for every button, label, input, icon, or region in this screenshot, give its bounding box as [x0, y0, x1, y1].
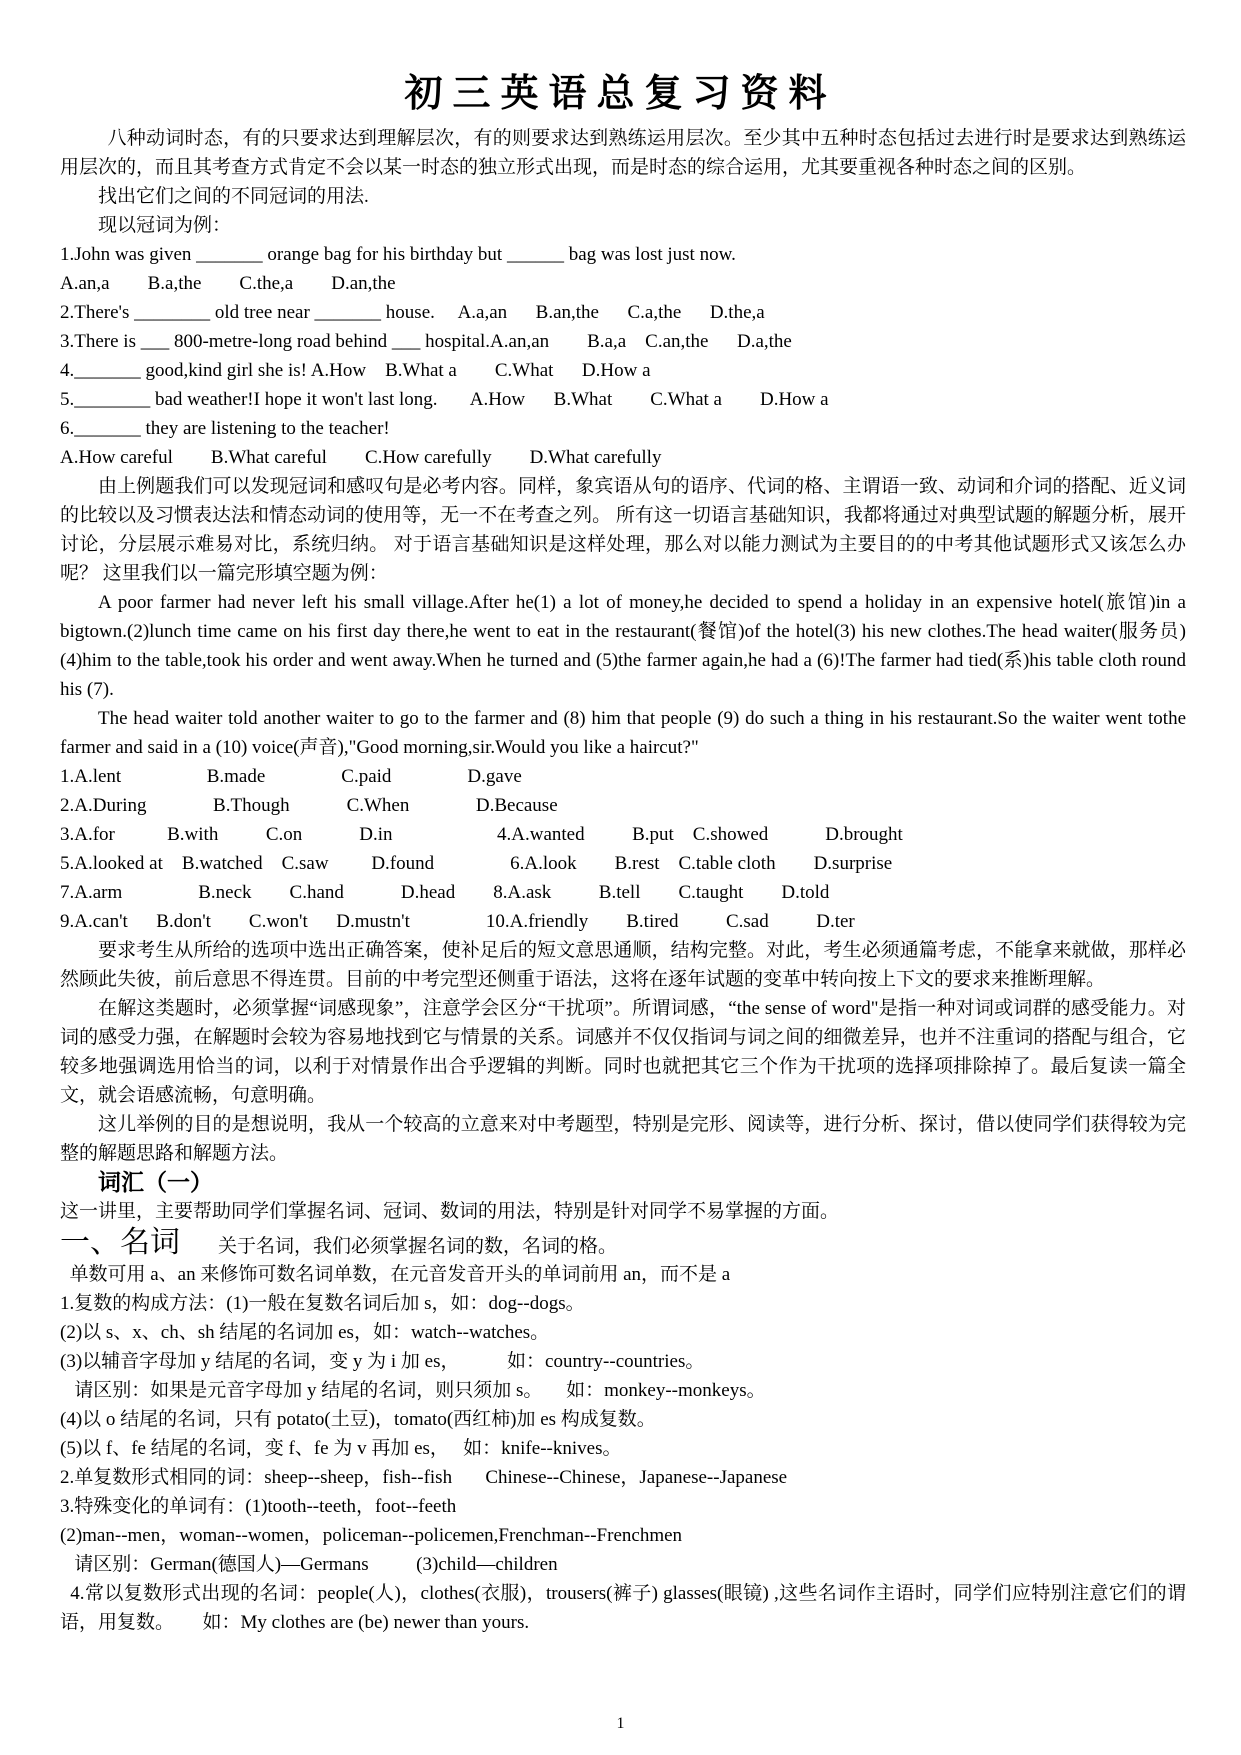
passage-paragraph: The head waiter told another waiter to go to the farmer and (8) him that people (9) do such a thing in his restaurant.So the waiter went tothe farmer and said in a (10) voice(声音),"Good morning,sir.Would you like a haircut?"	[60, 708, 1186, 758]
noun-rule-paragraph: 4.常以复数形式出现的名词：people(人)，clothes(衣服)，trousers(裤子) glasses(眼镜) ,这些名词作主语时，同学们应特别注意它们的谓语，用复数。 如：My clothes are (be) newer than yours.	[60, 1583, 1186, 1633]
intro-paragraph: 现以冠词为例：	[98, 215, 232, 236]
exercise-line: A.an,a B.a,the C.the,a D.an,the	[60, 273, 396, 294]
document-title: 初三英语总复习资料	[404, 70, 837, 115]
noun-rule-line: 3.特殊变化的单词有：(1)tooth--teeth，foot--feeth	[60, 1496, 457, 1517]
section-heading: 词汇（一）	[98, 1169, 213, 1196]
noun-rule-line: (4)以 o 结尾的名词，只有 potato(土豆)，tomato(西红柿)加 es 构成复数。	[60, 1409, 656, 1430]
option-line: 7.A.arm B.neck C.hand D.head 8.A.ask B.tell C.taught D.told	[60, 882, 830, 903]
noun-heading-line	[60, 1226, 1186, 1260]
noun-rule-line: (3)以辅音字母加 y 结尾的名词，变 y 为 i 加 es， 如：country--countries。	[60, 1351, 705, 1372]
intro-paragraph: 八种动词时态，有的只要求达到理解层次，有的则要求达到熟练运用层次。至少其中五种时态包括过去进行时是要求达到熟练运用层次的，而且其考查方式肯定不会以某一时态的独立形式出现，而是时态的综合运用，尤其要重视各种时态之间的区别。	[60, 128, 1186, 178]
option-line: 2.A.During B.Though C.When D.Because	[60, 795, 558, 816]
passage-paragraph: A poor farmer had never left his small village.After he(1) a lot of money,he decided to spend a holiday in an expensive hotel(旅馆)in a bigtown.(2)lunch time came on his first day there,he went to eat in the restaurant(餐馆)of the hotel(3) his new clothes.The head waiter(服务员)(4)him to the table,took his order and went away.When he turned and (5)the farmer again,he had a (6)!The farmer had tied(系)his table cloth round his (7).	[60, 592, 1186, 700]
exercise-line: 3.There is ___ 800-metre-long road behind ___ hospital.A.an,an B.a,a C.an,the D.a,the	[60, 331, 792, 352]
exercise-line: A.How careful B.What careful C.How carefully D.What carefully	[60, 447, 662, 468]
commentary-paragraph: 在解这类题时，必须掌握“词感现象”，注意学会区分“干扰项”。所谓词感，“the sense of word"是指一种对词或词群的感受能力。对词的感受力强，在解题时会较为容易地找到它与情景的关系。词感并不仅仅指词与词之间的细微差异，也并不注重词的搭配与组合，它较多地强调选用恰当的词，以利于对情景作出合乎逻辑的判断。同时也就把其它三个作为干扰项的选择项排除掉了。最后复读一篇全文，就会语感流畅，句意明确。	[60, 998, 1186, 1106]
noun-rule-line: 2.单复数形式相同的词：sheep--sheep，fish--fish Chinese--Chinese，Japanese--Japanese	[60, 1467, 788, 1488]
exercise-line: 2.There's ________ old tree near _______ house. A.a,an B.an,the C.a,the D.the,a	[60, 302, 765, 323]
intro-paragraph: 找出它们之间的不同冠词的用法.	[98, 186, 369, 207]
commentary-paragraph: 要求考生从所给的选项中选出正确答案，使补足后的短文意思通顺，结构完整。对此，考生必须通篇考虑，不能拿来就做，那样必然顾此失彼，前后意思不得连贯。目前的中考完型还侧重于语法，这将在逐年试题的变革中转向按上下文的要求来推断理解。	[60, 940, 1186, 990]
commentary-paragraph: 这儿举例的目的是想说明，我从一个较高的立意来对中考题型，特别是完形、阅读等，进行分析、探讨，借以使同学们获得较为完整的解题思路和解题方法。	[60, 1114, 1186, 1164]
noun-rule-line: (2)man--men，woman--women，policeman--policemen,Frenchman--Frenchmen	[60, 1525, 683, 1546]
option-line: 9.A.can't B.don't C.won't D.mustn't 10.A.friendly B.tired C.sad D.ter	[60, 911, 855, 932]
analysis-paragraph: 由上例题我们可以发现冠词和感叹句是必考内容。同样，象宾语从句的语序、代词的格、主谓语一致、动词和介词的搭配、近义词的比较以及习惯表达法和情态动词的使用等，无一不在考查之列。 所有这一切语言基础知识，我都将通过对典型试题的解题分析，展开讨论，分层展示难易对比，系统归纳。 对于语言基础知识是这样处理，那么对以能力测试为主要目的的中考其他试题形式又该怎么办呢？ 这里我们以一篇完形填空题为例：	[60, 476, 1186, 584]
exercise-line: 6._______ they are listening to the teacher!	[60, 418, 390, 439]
noun-rule-line: 单数可用 a、an 来修饰可数名词单数，在元音发音开头的单词前用 an，而不是 a	[60, 1264, 731, 1285]
exercise-line: 1.John was given _______ orange bag for his birthday but ______ bag was lost just now.	[60, 244, 736, 265]
noun-rule-line: 1.复数的构成方法：(1)一般在复数名词后加 s，如：dog--dogs。	[60, 1293, 585, 1314]
exercise-line: 4._______ good,kind girl she is! A.How B.What a C.What D.How a	[60, 360, 651, 381]
noun-rule-line: 请区别：如果是元音字母加 y 结尾的名词，则只须加 s。 如：monkey--monkeys。	[60, 1380, 766, 1401]
option-line: 3.A.for B.with C.on D.in 4.A.wanted B.put C.showed D.brought	[60, 824, 903, 845]
page-number: 1	[616, 1715, 625, 1732]
noun-rule-line: (2)以 s、x、ch、sh 结尾的名词加 es，如：watch--watches。	[60, 1322, 550, 1343]
option-line: 5.A.looked at B.watched C.saw D.found 6.A.look B.rest C.table cloth D.surprise	[60, 853, 893, 874]
noun-heading: 一、名词	[60, 1225, 180, 1260]
exercise-line: 5.________ bad weather!I hope it won't last long. A.How B.What C.What a D.How a	[60, 389, 829, 410]
option-line: 1.A.lent B.made C.paid D.gave	[60, 766, 522, 787]
noun-rule-line: (5)以 f、fe 结尾的名词，变 f、fe 为 v 再加 es， 如：knife--knives。	[60, 1438, 622, 1459]
noun-rule-line: 请区别：German(德国人)—Germans (3)child—children	[60, 1554, 558, 1575]
noun-intro: 关于名词，我们必须掌握名词的数，名词的格。	[218, 1236, 618, 1257]
document-body	[60, 124, 1186, 1637]
section-intro: 这一讲里，主要帮助同学们掌握名词、冠词、数词的用法，特别是针对同学不易掌握的方面。	[60, 1201, 840, 1222]
